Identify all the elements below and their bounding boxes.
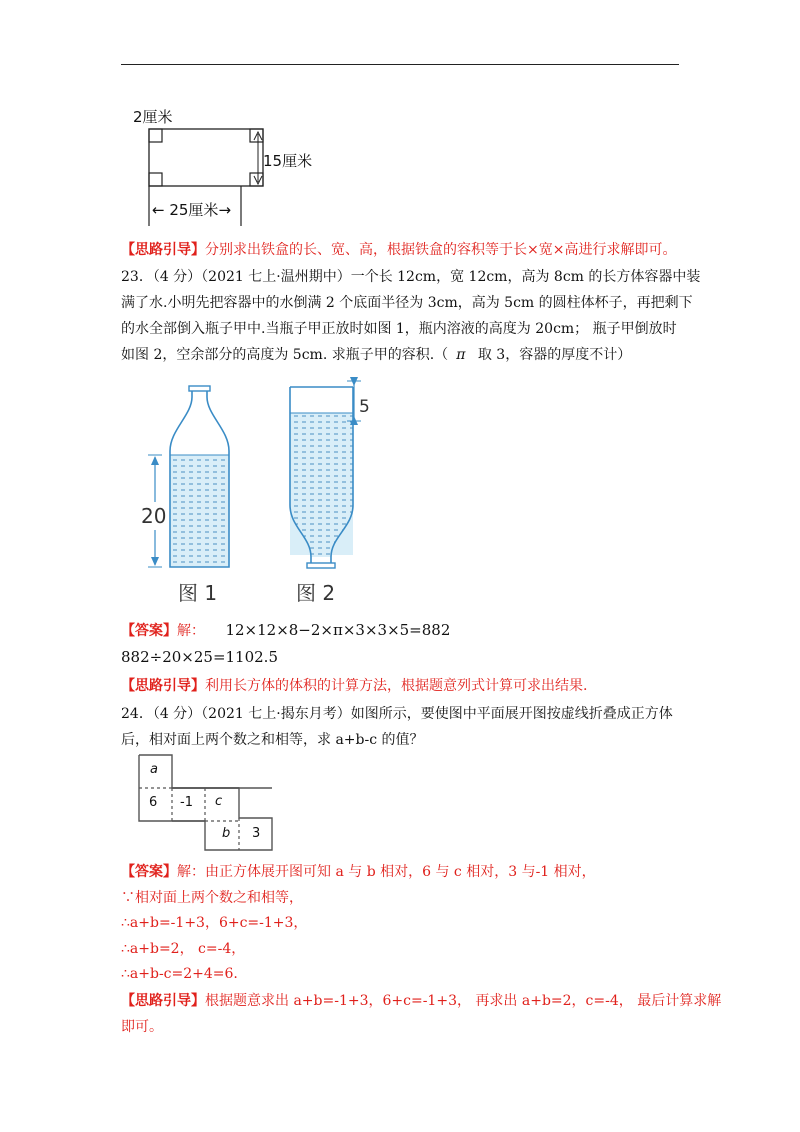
q23-guide: 【思路引导】利用长方体的体积的计算方法，根据题意列式计算可求出结果. <box>121 678 588 694</box>
fig-label-25cm: ← 25厘米→ <box>152 201 232 219</box>
q24-answer-5: ∴a+b-c=2+4=6. <box>121 966 238 982</box>
q24-line2: 后，相对面上两个数之和相等，求 a+b-c 的值？ <box>121 732 424 748</box>
bottle-figure-1 <box>140 385 250 575</box>
q24-answer-2: ∵相对面上两个数之和相等， <box>121 890 303 906</box>
q24-guide-2: 即可。 <box>121 1019 163 1035</box>
q24-answer-4: ∴a+b=2， c=-4， <box>121 941 246 957</box>
q23-line1: 23．（4 分）（2021 七上·温州期中）一个长 12cm，宽 12cm，高为 8cm 的长方体容器中装 <box>121 269 701 285</box>
net-cell-a: a <box>150 762 158 777</box>
formula-2: 882÷20×25=1102.5 <box>121 648 278 666</box>
fig1-height-label: 20 <box>141 504 167 528</box>
net-cell-3: 3 <box>252 826 261 841</box>
q23-line2: 满了水.小明先把容器中的水倒满 2 个底面半径为 3cm，高为 5cm 的圆柱体杯子，再把剩下 <box>121 295 693 311</box>
fig-label-15cm: 15厘米 <box>263 152 313 170</box>
net-cell-b: b <box>222 826 231 841</box>
q24-guide-1: 【思路引导】根据题意求出 a+b=-1+3，6+c=-1+3， 再求出 a+b=2，c=-4， 最后计算求解 <box>121 993 722 1009</box>
q24-answer-3: ∴a+b=-1+3，6+c=-1+3， <box>121 915 308 931</box>
fig2-caption: 图 2 <box>296 581 336 605</box>
net-cell-neg1: -1 <box>180 795 193 810</box>
formula-1: 12×12×8−2×π×3×3×5=882 <box>225 621 451 639</box>
bottle-figure-2 <box>285 377 385 572</box>
net-cell-c: c <box>215 794 223 809</box>
fig1-caption: 图 1 <box>178 581 218 605</box>
fig-label-2cm: 2厘米 <box>133 108 173 126</box>
header-rule <box>121 64 679 65</box>
q23-line4: 如图 2，空余部分的高度为 5cm. 求瓶子甲的容积.（ π 取 3，容器的厚度不计） <box>121 347 632 363</box>
q22-guide: 【思路引导】分别求出铁盒的长、宽、高，根据铁盒的容积等于长×宽×高进行求解即可。 <box>121 242 677 258</box>
q24-line1: 24．（4 分）（2021 七上·揭东月考）如图所示，要使图中平面展开图按虚线折叠成正方体 <box>121 706 673 722</box>
q24-answer-1: 【答案】解：由正方体展开图可知 a 与 b 相对，6 与 c 相对，3 与-1 相对， <box>121 864 596 880</box>
q23-line3: 的水全部倒入瓶子甲中.当瓶子甲正放时如图 1，瓶内溶液的高度为 20cm； 瓶子甲倒放时 <box>121 321 677 337</box>
fig2-height-label: 5 <box>359 397 370 417</box>
q23-answer: 【答案】解： 12×12×8−2×π×3×3×5=882 <box>121 621 451 639</box>
net-cell-6: 6 <box>149 795 158 810</box>
pi-symbol: π <box>456 347 466 363</box>
